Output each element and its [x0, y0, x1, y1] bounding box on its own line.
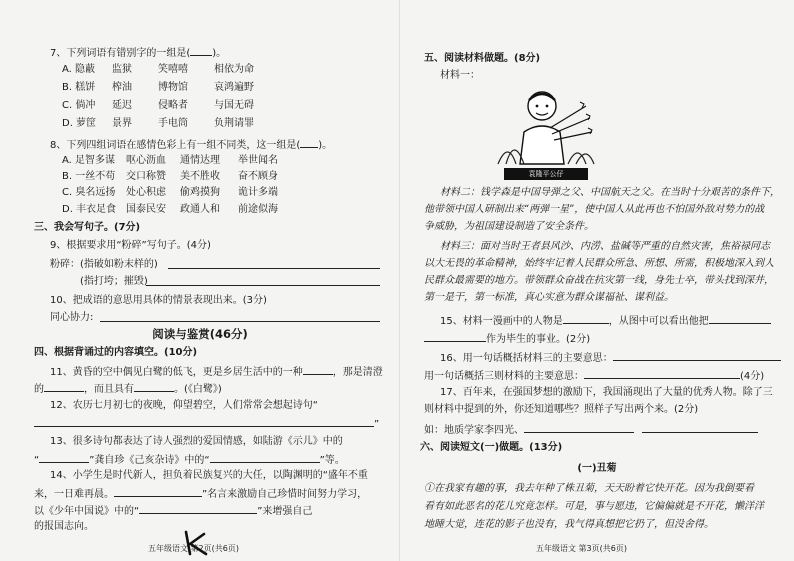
option-word: 通情达理 — [180, 155, 220, 166]
option-word: 景界 — [112, 118, 132, 129]
material-2-line1: 材料二：钱学森是中国导弹之父、中国航天之父。在当时十分艰苦的条件下， — [440, 187, 780, 198]
option-word: C. 倘冲 — [62, 100, 96, 111]
q17-text-c: 如：地质学家李四光、 — [424, 425, 524, 436]
q9-stem: 9、根据要求用“粉碎”写句子。(4分) — [50, 240, 211, 251]
option-word: 国泰民安 — [126, 204, 166, 215]
q7-stem — [50, 45, 226, 60]
option-word: 榨油 — [112, 82, 132, 93]
section-5-heading: 五、阅读材料做题。(8分) — [424, 53, 541, 64]
answer-blank[interactable] — [613, 350, 781, 361]
q8-option-a — [62, 154, 278, 167]
material-3-line3: 民群众最需要的地方。带领群众奋战在抗灾第一线，身先士卒，带头找到深井， — [424, 275, 774, 286]
q13-text-b: “ — [34, 455, 40, 466]
q17-line1: 17、百年来，在强国梦想的激励下，我国涌现出了大量的优秀人物。除了三 — [440, 387, 773, 398]
q11-line1 — [50, 364, 383, 379]
q15-text-b: ，从图中可以看出他把 — [608, 316, 709, 327]
option-word: B. 糕饼 — [62, 82, 96, 93]
q17-line3 — [424, 422, 758, 437]
q7-stem-end: )。 — [212, 48, 227, 59]
q7-option-d — [62, 117, 254, 130]
q15-line2 — [424, 331, 590, 346]
q9-line-a — [50, 258, 158, 271]
option-word: 哀鸿遍野 — [214, 82, 254, 93]
q8-stem-end: )。 — [318, 140, 333, 151]
option-word: 呕心沥血 — [126, 155, 166, 166]
answer-blank[interactable] — [114, 486, 202, 497]
q11-text-b: ，那是清澄 — [332, 367, 383, 378]
option-word: 延迟 — [112, 100, 132, 111]
option-word: 侵略者 — [158, 100, 188, 111]
option-word: 奋不顾身 — [238, 171, 278, 182]
handwritten-mark-icon — [180, 528, 214, 558]
q14-text-c: ”名言来激励自己珍惜时间努力学习， — [202, 489, 368, 500]
q11-line2 — [34, 381, 222, 396]
q14-line2 — [34, 486, 367, 501]
q11-text-e: 。(《白鹭》) — [174, 384, 222, 395]
q14-text-d: 以《少年中国说》中的“ — [34, 506, 140, 517]
answer-blank[interactable] — [139, 503, 257, 514]
option-word: D. 萝筐 — [62, 118, 97, 129]
q13-text-c: ”龚自珍《己亥杂诗》中的“ — [89, 455, 210, 466]
reading-section-title: 阅读与鉴赏(46分) — [152, 327, 248, 341]
cartoon-illustration — [490, 84, 602, 182]
answer-blank[interactable] — [642, 422, 758, 433]
right-page — [400, 0, 794, 561]
option-word: 负荆请罪 — [214, 118, 254, 129]
q16-text-a: 16、用一句话概括材料三的主要意思： — [440, 353, 613, 364]
q11-text-c: 的 — [34, 384, 44, 395]
q16-line2 — [424, 368, 764, 383]
q14-line1: 14、小学生是时代新人，担负着民族复兴的大任，以陶渊明的“盛年不重 — [50, 470, 368, 481]
answer-blank[interactable] — [709, 313, 771, 324]
answer-blank[interactable] — [210, 452, 320, 463]
answer-blank[interactable] — [424, 331, 486, 342]
answer-blank[interactable] — [563, 313, 609, 324]
q12-line2 — [34, 416, 379, 431]
q8-option-b — [62, 170, 278, 183]
q16-text-c: (4分) — [740, 371, 765, 382]
option-word: A. 隐蔽 — [62, 64, 96, 75]
q10-answer-line[interactable] — [100, 321, 380, 322]
q13-line2 — [34, 452, 345, 467]
answer-blank[interactable] — [524, 422, 634, 433]
q13-text-d: ”等。 — [319, 455, 345, 466]
q7-option-a — [62, 63, 254, 76]
material-1-label: 材料一： — [440, 70, 480, 81]
answer-blank[interactable] — [134, 381, 174, 392]
q16-text-b: 用一句话概括三则材料的主要意思： — [424, 371, 584, 382]
answer-blank[interactable] — [44, 381, 84, 392]
q15-text-c: 作为毕生的事业。(2分) — [486, 334, 591, 345]
story-line2: 看有如此恶名的花儿究竟怎样。可是，事与愿违，它偏偏就是不开花，懒洋洋 — [424, 501, 764, 512]
q9b-answer-line[interactable] — [146, 285, 380, 286]
cartoon-figure-icon — [490, 84, 602, 168]
material-3-line2: 以大无畏的革命精神，始终牢记着人民群众所急、所想、所需，积极地深入到人 — [424, 258, 774, 269]
q8-option-c — [62, 186, 278, 199]
story-line1: ①在我家有趣的事，我去年种了株丑菊，天天盼着它快开花。因为我倒要看 — [424, 483, 754, 494]
left-page-footer: 五年级语文 第2页(共6页) — [148, 544, 239, 553]
option-word: 处心积虑 — [126, 187, 166, 198]
option-word: 与国无碍 — [214, 100, 254, 111]
option-word: 美不胜收 — [180, 171, 220, 182]
option-word: 前途似海 — [238, 204, 278, 215]
q9a-label: 粉碎：(指破如粉末样的) — [50, 259, 158, 270]
story-title: (一)丑菊 — [577, 463, 617, 474]
q7-stem-text: 7、下列词语有错别字的一组是( — [50, 48, 191, 59]
q11-text-d: ，而且具有 — [84, 384, 134, 395]
material-2-line2: 他带领中国人研制出来“两弹一星”，使中国人从此再也不怕国外敌对势力的战 — [424, 204, 765, 215]
material-2-line3: 争威胁，为祖国建设制造了安全条件。 — [424, 221, 594, 232]
option-word: 诡计多端 — [238, 187, 278, 198]
q7-option-c — [62, 99, 254, 112]
section-3-heading: 三、我会写句子。(7分) — [34, 222, 141, 233]
q8-stem-text: 8、下列四组词语在感情色彩上有一组不同类，这一组是( — [50, 140, 301, 151]
q15-line1 — [440, 313, 771, 328]
option-word: 举世闻名 — [238, 155, 278, 166]
q17-line2: 则材料中提到的外，你还知道哪些？照样子写出两个来。(2分) — [424, 404, 699, 415]
q9-line-b: (指打垮；摧毁) — [80, 276, 148, 287]
q14-text-e: ”来增强自己 — [257, 506, 313, 517]
option-word: 笑嘻嘻 — [158, 64, 188, 75]
q12-text-b: ” — [374, 419, 380, 430]
option-word: B. 一丝不苟 — [62, 171, 116, 182]
option-word: 博物馆 — [158, 82, 188, 93]
answer-blank[interactable] — [584, 368, 740, 379]
option-word: 政通人和 — [180, 204, 220, 215]
material-3-line1: 材料三：面对当时王者县风沙、内涝、盐碱等严重的自然灾害，焦裕禄同志 — [440, 241, 770, 252]
q13-line1: 13、很多诗句都表达了诗人强烈的爱国情感，如陆游《示儿》中的 — [50, 436, 343, 447]
option-word: 相依为命 — [214, 64, 254, 75]
option-word: A. 足智多谋 — [62, 155, 116, 166]
q16-line1 — [440, 350, 781, 365]
option-word: 交口称赞 — [126, 171, 166, 182]
q11-text-a: 11、黄昏的空中偶见白鹭的低飞，更是乡居生活中的一种 — [50, 367, 303, 378]
section-4-heading: 四、根据背诵过的内容填空。(10分) — [34, 347, 198, 358]
option-word: D. 丰衣足食 — [62, 204, 117, 215]
section-6-heading: 六、阅读短文(一)做题。(13分) — [420, 442, 563, 453]
q15-text-a: 15、材料一漫画中的人物是 — [440, 316, 563, 327]
q14-line3 — [34, 503, 312, 518]
answer-blank[interactable] — [190, 45, 212, 56]
answer-blank[interactable] — [303, 364, 333, 375]
q8-option-d — [62, 203, 278, 216]
q10-stem: 10、把成语的意思用具体的情景表现出来。(3分) — [50, 295, 267, 306]
q10-line: 同心协力: — [50, 312, 94, 323]
option-word: C. 臭名远扬 — [62, 187, 116, 198]
option-word: 偷鸡摸狗 — [180, 187, 220, 198]
answer-blank[interactable] — [39, 452, 89, 463]
q14-line4: 的报国志向。 — [34, 521, 94, 532]
q14-text-b: 来，一日难再晨。 — [34, 489, 114, 500]
cartoon-caption: 袁隆平公仔 — [504, 168, 588, 180]
option-word: 手电筒 — [158, 118, 188, 129]
material-3-line4: 第一是干，第一标准，真心实意为群众谋福祉、谋利益。 — [424, 292, 674, 303]
story-line3: 地睡大觉，连花的影子也没有，我气得真想把它扔了，但没舍得。 — [424, 519, 714, 530]
q8-stem — [50, 137, 332, 152]
option-word: 监狱 — [112, 64, 132, 75]
q7-option-b — [62, 81, 254, 94]
q9a-answer-line[interactable] — [168, 268, 380, 269]
answer-blank[interactable] — [300, 137, 318, 148]
q12-line1: 12、农历七月初七的夜晚，仰望碧空，人们常常会想起诗句“ — [50, 400, 318, 411]
right-page-footer: 五年级语文 第3页(共6页) — [536, 544, 627, 553]
answer-blank[interactable] — [34, 416, 374, 427]
